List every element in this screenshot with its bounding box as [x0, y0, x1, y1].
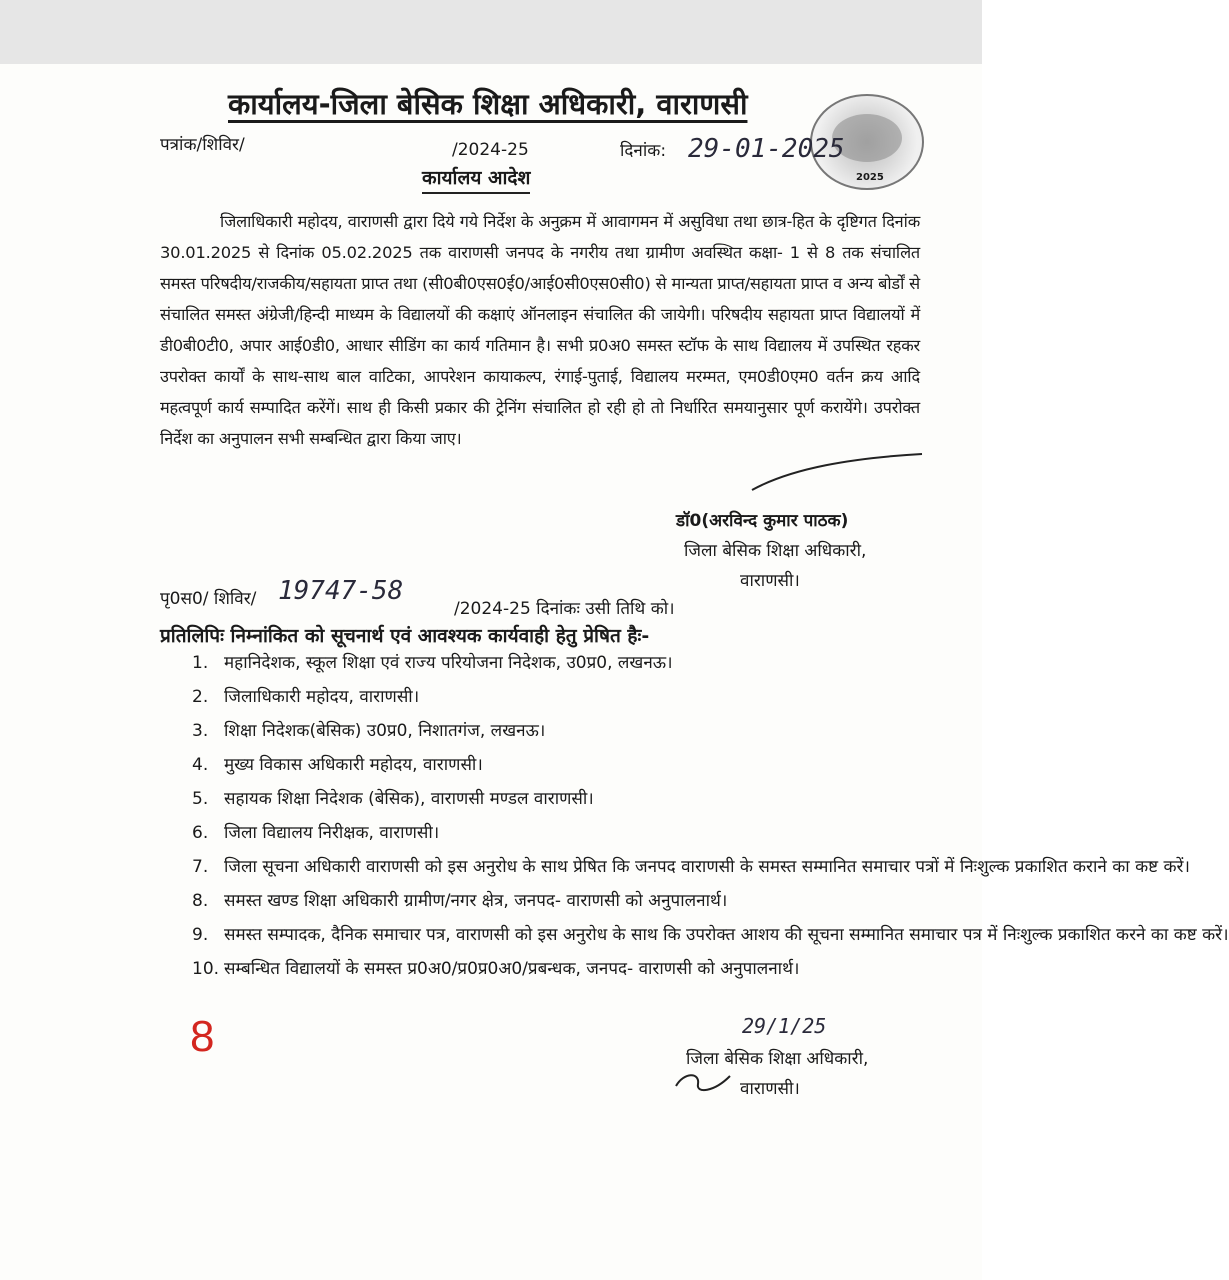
- footer-signature-stroke: [676, 1075, 730, 1090]
- signature-stroke: [752, 454, 922, 490]
- letter-year: /2024-25: [452, 140, 529, 160]
- handwritten-copy-number: 19747-58: [278, 576, 404, 606]
- copy-list-number: 4.: [192, 755, 209, 775]
- copy-list-item: [192, 886, 912, 916]
- copy-list-text: जिला सूचना अधिकारी वाराणसी को इस अनुरोध के साथ प्रेषित कि जनपद वाराणसी के समस्त सम्मानित समाचार पत्रों में निःशुल्क प्रकाशित कराने का कष्ट करें।: [224, 857, 1190, 877]
- copy-list-number: 7.: [192, 857, 209, 877]
- copy-list-number: 8.: [192, 891, 209, 911]
- copy-list-item: [192, 682, 912, 712]
- copy-list-item: [192, 852, 1190, 882]
- copy-list-item: [192, 716, 912, 746]
- top-bar: [0, 0, 982, 64]
- copy-list-text: जिला विद्यालय निरीक्षक, वाराणसी।: [224, 823, 440, 843]
- order-subtitle: कार्यालय आदेश: [422, 164, 530, 194]
- copy-list-number: 10.: [192, 959, 220, 979]
- signatory-name: डॉ0(अरविन्द कुमार पाठक): [676, 511, 849, 531]
- copy-ref-date: /2024-25 दिनांकः उसी तिथि को।: [454, 599, 675, 619]
- copy-ref-label: पृ0स0/ शिविर/: [160, 589, 257, 609]
- handwritten-date: 29-01-2025: [688, 134, 845, 164]
- copy-list-text: मुख्य विकास अधिकारी महोदय, वाराणसी।: [224, 755, 483, 775]
- copy-list-number: 5.: [192, 789, 209, 809]
- footer-place: वाराणसी।: [740, 1079, 800, 1099]
- copy-list-item: [192, 920, 1229, 950]
- copy-list-number: 1.: [192, 653, 209, 673]
- copy-list-number: 6.: [192, 823, 209, 843]
- copy-list-text: शिक्षा निदेशक(बेसिक) उ0प्र0, निशातगंज, लखनऊ।: [224, 721, 546, 741]
- copy-list-text: समस्त खण्ड शिक्षा अधिकारी ग्रामीण/नगर क्षेत्र, जनपद- वाराणसी को अनुपालनार्थ।: [224, 891, 728, 911]
- page-marker: 8: [190, 1012, 215, 1061]
- signature-mark: [742, 448, 932, 498]
- copy-list-number: 3.: [192, 721, 209, 741]
- signatory-designation: जिला बेसिक शिक्षा अधिकारी,: [684, 541, 867, 561]
- copy-list-item: [192, 750, 912, 780]
- order-body: जिलाधिकारी महोदय, वाराणसी द्वारा दिये गये निर्देश के अनुक्रम में आवागमन में असुविधा तथा छात्र-हित के दृष्टिगत दिनांक 30.01.2025 से दिनांक 05.02.2025 तक वाराणसी जनपद के नगरीय तथा ग्रामीण अवस्थित कक्षा- 1 से 8 तक संचालित समस्त परिषदीय/राजकीय/सहायता प्राप्त तथा (सी0बी0एस0ई0/आई0सी0एस0सी0) से मान्यता प्राप्त/सहायता प्राप्त व अन्य बोर्डों से संचालित समस्त अंग्रेजी/हिन्दी माध्यम के विद्यालयों की कक्षाएं ऑनलाइन संचालित की जायेगी। परिषदीय सहायता प्राप्त विद्यालयों में डी0बी0टी0, अपार आई0डी0, आधार सीडिंग का कार्य गतिमान है। सभी प्र0अ0 समस्त स्टॉफ के साथ विद्यालय में उपस्थित रहकर उपरोक्त कार्यों के साथ-साथ बाल वाटिका, आपरेशन कायाकल्प, रंगाई-पुताई, विद्यालय मरम्मत, एम0डी0एम0 वर्तन क्रय आदि महत्वपूर्ण कार्य सम्पादित करेंगें। साथ ही किसी प्रकार की ट्रेनिंग संचालित हो रही हो तो निर्धारित समयानुसार पूर्ण करायेंगे। उपरोक्त निर्देश का अनुपालन सभी सम्बन्धित द्वारा किया जाए।: [160, 212, 920, 448]
- copy-list-number: 2.: [192, 687, 209, 707]
- copy-list-item: [192, 818, 912, 848]
- copy-list-text: महानिदेशक, स्कूल शिक्षा एवं राज्य परियोजना निदेशक, उ0प्र0, लखनऊ।: [224, 653, 673, 673]
- seal-year: 2025: [856, 172, 884, 183]
- date-label: दिनांक:: [620, 141, 667, 161]
- handwritten-initials: 29/1/25: [742, 1014, 827, 1038]
- copy-list-text: समस्त सम्पादक, दैनिक समाचार पत्र, वाराणसी को इस अनुरोध के साथ कि उपरोक्त आशय की सूचना सम्मानित समाचार पत्र में निःशुल्क प्रकाशित करने का कष्ट करें।: [224, 925, 1229, 945]
- copy-list-text: जिलाधिकारी महोदय, वाराणसी।: [224, 687, 420, 707]
- letter-number-label: पत्रांक/शिविर/: [160, 135, 245, 155]
- copy-list-text: सम्बन्धित विद्यालयों के समस्त प्र0अ0/प्र0प्र0अ0/प्रबन्धक, जनपद- वाराणसी को अनुपालनार्थ।: [224, 959, 800, 979]
- copy-list-number: 9.: [192, 925, 209, 945]
- copy-list-item: [192, 648, 912, 678]
- signatory-place: वाराणसी।: [740, 571, 800, 591]
- copy-list-item: [192, 954, 912, 984]
- office-title: कार्यालय-जिला बेसिक शिक्षा अधिकारी, वाराणसी: [228, 87, 748, 121]
- footer-designation: जिला बेसिक शिक्षा अधिकारी,: [686, 1049, 869, 1069]
- copy-list-item: [192, 784, 912, 814]
- copy-list-text: सहायक शिक्षा निदेशक (बेसिक), वाराणसी मण्डल वाराणसी।: [224, 789, 594, 809]
- copy-heading: प्रतिलिपिः निम्नांकित को सूचनार्थ एवं आवश्यक कार्यवाही हेतु प्रेषित हैः-: [160, 625, 650, 647]
- footer-signature-mark: [670, 1064, 740, 1100]
- copy-list: [192, 648, 1229, 988]
